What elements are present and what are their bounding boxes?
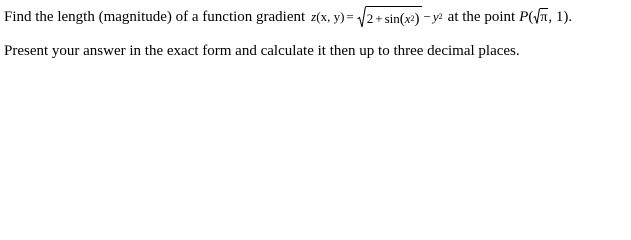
question-middle: at the point: [447, 8, 516, 25]
question-prefix: Find the length (magnitude) of a function gradient: [4, 8, 306, 25]
formula-radicand: 2 + sin ( x 2 ): [366, 6, 422, 28]
formula-y-var: y: [432, 9, 439, 24]
radicand-plus: +: [375, 11, 383, 26]
function-formula: z (x, y) = 2 + sin ( x 2 ) − y 2: [311, 6, 443, 28]
formula-equals: =: [346, 9, 354, 24]
sin-function: sin: [384, 11, 400, 26]
formula-lhs-var: z: [311, 9, 317, 24]
formula-args: (x, y): [316, 9, 345, 24]
point-sqrt-arg: π: [540, 10, 548, 25]
point-name: P: [519, 8, 529, 25]
question-line-1: [4, 2, 572, 32]
point-sqrt: [533, 8, 548, 26]
radical-sign-icon: [357, 6, 366, 28]
question-line-2: Present your answer in the exact form and calculate it then up to three decimal places.: [4, 43, 520, 59]
sin-inner-var: x: [404, 11, 411, 26]
point-expression: [519, 8, 572, 26]
point-open-paren: (: [528, 8, 534, 25]
point-rest: , 1).: [548, 8, 573, 25]
formula-minus: −: [423, 9, 431, 24]
radicand-const: 2: [366, 11, 374, 26]
radical-sign-icon: [533, 8, 540, 24]
formula-sqrt: [357, 6, 422, 28]
